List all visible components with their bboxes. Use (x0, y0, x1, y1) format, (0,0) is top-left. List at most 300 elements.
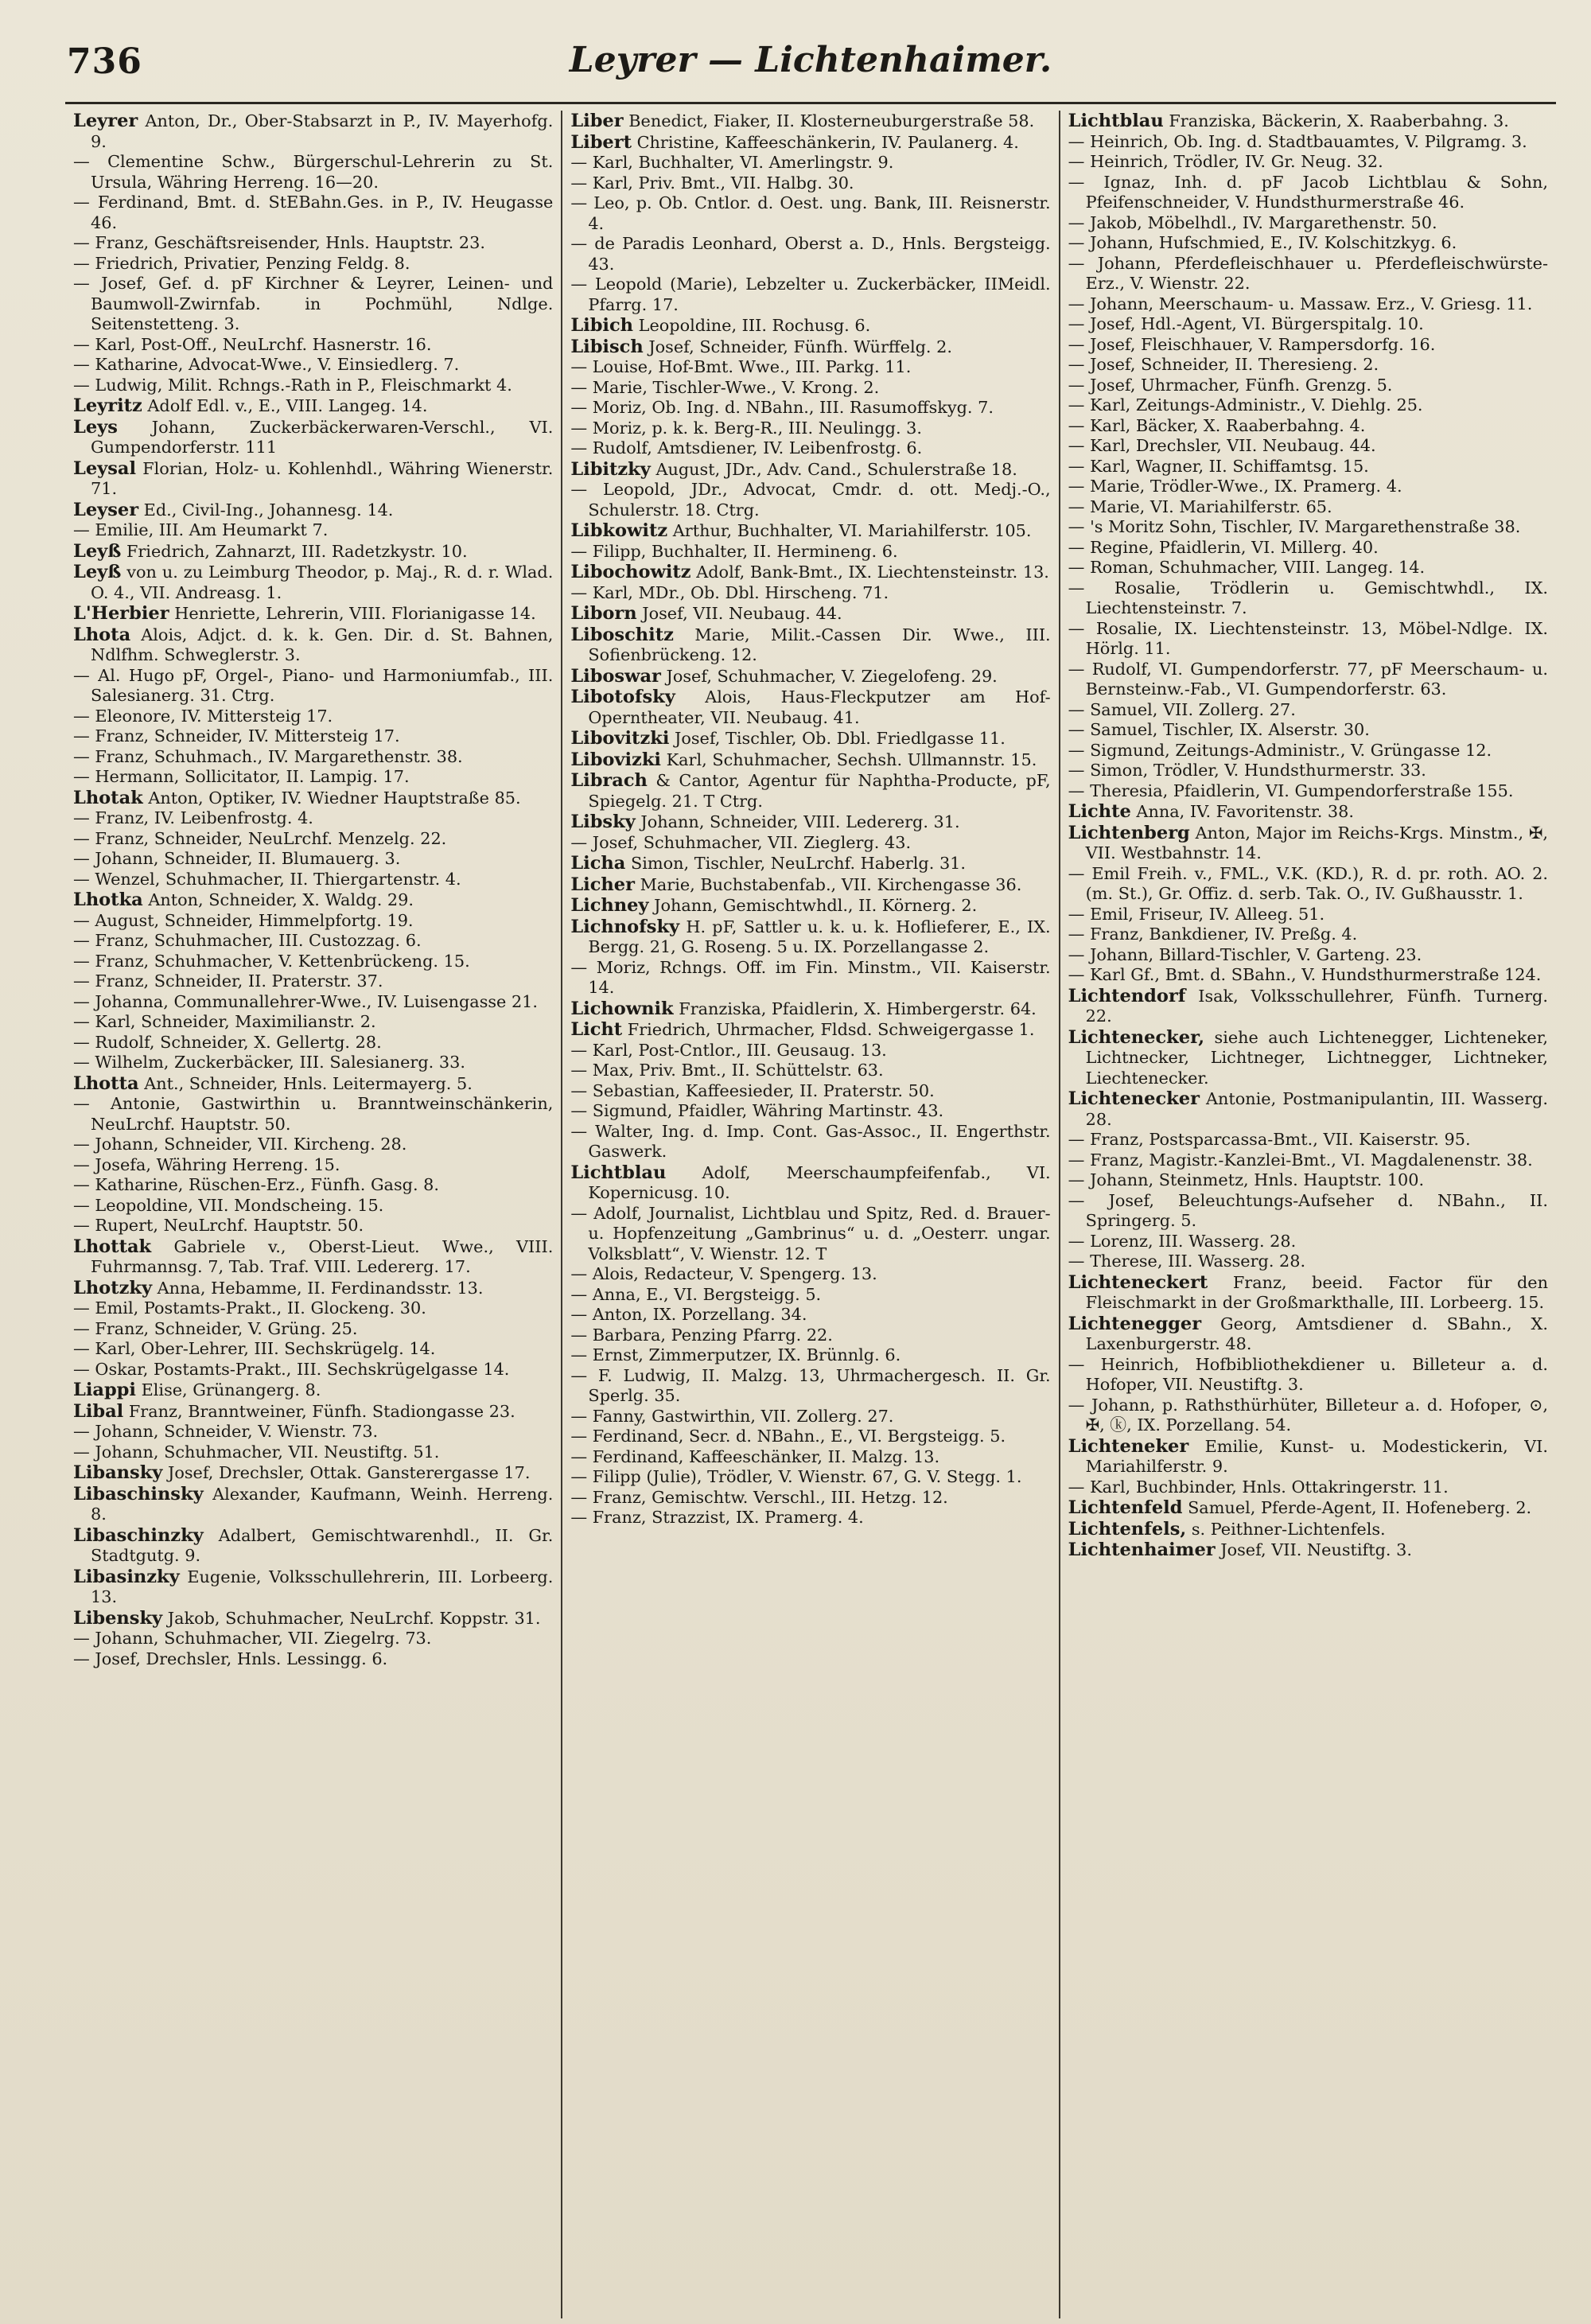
entry-details: Franziska, Pfaidlerin, X. Himbergerstr. 64. (679, 999, 1037, 1018)
entry-details: Eugenie, Volksschullehrerin, III. Lorbeerg. 13. (91, 1567, 554, 1606)
directory-entry (1068, 416, 1548, 437)
entry-details: Johann, Gemischtwhdl., II. Körnerg. 2. (654, 896, 978, 915)
entry-details: Josef, Tischler, Ob. Dbl. Friedlgasse 11. (675, 729, 1006, 748)
entry-details: — Filipp (Julie), Trödler, V. Wienstr. 67, G. V. Stegg. 1. (570, 1467, 1022, 1486)
entry-details: — Josef, Hdl.-Agent, VI. Bürgerspitalg. 10. (1068, 314, 1424, 333)
directory-entry (1068, 111, 1548, 132)
directory-entry (73, 931, 553, 952)
directory-entry (570, 316, 1050, 337)
entry-surname: Liborn (570, 603, 637, 624)
entry-details: — Franz, Schneider, NeuLrchf. Menzelg. 22. (73, 828, 447, 848)
directory-entry (73, 1609, 553, 1629)
entry-surname: Lhotzky (73, 1277, 153, 1298)
directory-entry (73, 1237, 553, 1278)
entry-details: — Therese, III. Wasserg. 28. (1068, 1252, 1306, 1271)
entry-details: — Karl, Priv. Bmt., VII. Halbg. 30. (570, 173, 854, 193)
entry-details: Johann, Zuckerbäckerwaren-Verschl., VI. Gumpendorferstr. 111 (91, 417, 554, 457)
entry-surname: Libisch (570, 336, 644, 357)
directory-entry (570, 234, 1050, 274)
directory-entry (73, 233, 553, 254)
directory-entry (73, 1053, 553, 1073)
directory-entry (570, 896, 1050, 917)
directory-entry (570, 1204, 1050, 1265)
entry-details: — Samuel, VII. Zollerg. 27. (1068, 699, 1296, 719)
entry-details: — Franz, Bankdiener, IV. Preßg. 4. (1068, 925, 1358, 944)
entry-details: — Moriz, Ob. Ing. d. NBahn., III. Rasumoffskyg. 7. (570, 398, 994, 417)
entry-details: — Franz, Gemischtw. Verschl., III. Hetzg. 12. (570, 1487, 948, 1507)
directory-entry (1068, 1520, 1548, 1540)
entry-details: Simon, Tischler, NeuLrchf. Haberlg. 31. (630, 854, 967, 873)
entry-details: — Max, Priv. Bmt., II. Schüttelstr. 63. (570, 1061, 884, 1080)
entry-details: Anton, Schneider, X. Waldg. 29. (148, 890, 414, 909)
entry-details: — Sebastian, Kaffeesieder, II. Praterstr. 50. (570, 1080, 935, 1100)
directory-entry (1068, 1028, 1548, 1089)
directory-entry (73, 1402, 553, 1423)
entry-details: Josef, VII. Neustiftg. 3. (1220, 1540, 1412, 1559)
directory-entry (73, 1279, 553, 1299)
directory-entry (570, 357, 1050, 378)
directory-entry (73, 911, 553, 932)
entry-details: — Leo, p. Ob. Cntlor. d. Oest. ung. Bank, III. Reisnerstr. 4. (570, 193, 1051, 233)
directory-entry (1068, 538, 1548, 559)
entry-surname: Lichteneker (1068, 1435, 1189, 1457)
directory-entry (73, 1485, 553, 1525)
directory-entry (570, 1061, 1050, 1081)
entry-details: Henriette, Lehrerin, VIII. Florianigasse 14. (174, 604, 536, 623)
directory-entry (570, 1488, 1050, 1508)
directory-entry (73, 1442, 553, 1463)
entry-details: — Walter, Ing. d. Imp. Cont. Gas-Assoc., II. Engerthstr. Gaswerk. (570, 1121, 1051, 1161)
entry-surname: Lichtenfels, (1068, 1518, 1187, 1540)
directory-entry (73, 1422, 553, 1442)
entry-surname: Lichtenecker, (1068, 1026, 1205, 1048)
entry-details: — Anton, IX. Porzellang. 34. (570, 1305, 807, 1324)
directory-entry (1068, 660, 1548, 700)
directory-entry (570, 771, 1050, 812)
entry-details: — Heinrich, Trödler, IV. Gr. Neug. 32. (1068, 152, 1383, 171)
directory-entry (570, 812, 1050, 833)
entry-details: — Wilhelm, Zuckerbäcker, III. Salesianerg. 33. (73, 1053, 465, 1072)
entry-surname: Libansky (73, 1462, 163, 1483)
directory-entry (570, 833, 1050, 854)
entry-details: — Leopoldine, VII. Mondscheing. 15. (73, 1195, 384, 1215)
directory-entry (1068, 517, 1548, 538)
directory-entry (73, 1526, 553, 1567)
entry-details: — Karl, Bäcker, X. Raaberbahng. 4. (1068, 415, 1366, 435)
directory-entry (1068, 905, 1548, 925)
entry-details: Marie, Buchstabenfab., VII. Kirchengasse 36. (640, 874, 1022, 894)
directory-entry (1068, 802, 1548, 823)
directory-entry (570, 1264, 1050, 1285)
entry-details: Franziska, Bäckerin, X. Raaberbahng. 3. (1169, 111, 1509, 130)
directory-entry (73, 726, 553, 747)
entry-details: — Roman, Schuhmacher, VIII. Langeg. 14. (1068, 558, 1426, 577)
entry-details: — Emilie, III. Am Heumarkt 7. (73, 520, 329, 539)
directory-entry (73, 335, 553, 356)
entry-details: — 's Moritz Sohn, Tischler, IV. Margarethenstraße 38. (1068, 517, 1521, 536)
directory-entry (1068, 1273, 1548, 1314)
directory-entry (570, 1020, 1050, 1041)
entry-details: Leopoldine, III. Rochusg. 6. (638, 316, 871, 335)
directory-entry (1068, 1355, 1548, 1396)
entry-details: — Josefa, Währing Herreng. 15. (73, 1154, 340, 1174)
entry-details: Anton, Major im Reichs-Krgs. Minstm., ✠, VII. Westbahnstr. 14. (1085, 823, 1548, 862)
entry-surname: Libert (570, 131, 632, 153)
entry-details: — Ferdinand, Secr. d. NBahn., E., VI. Bergsteigg. 5. (570, 1427, 1006, 1446)
directory-entry (570, 173, 1050, 194)
entry-details: Josef, Schuhmacher, V. Ziegelofeng. 29. (666, 666, 998, 686)
directory-entry (1068, 1477, 1548, 1498)
entry-details: Josef, Schneider, Fünfh. Würffelg. 2. (648, 337, 952, 356)
entry-surname: Lichtenhaimer (1068, 1540, 1216, 1560)
entry-surname: Lhottak (73, 1236, 152, 1257)
entry-surname: Lichney (570, 895, 649, 916)
entry-details: — Josef, Beleuchtungs-Aufseher d. NBahn., II. Springerg. 5. (1068, 1190, 1548, 1230)
entry-surname: Lichtenberg (1068, 822, 1190, 843)
entry-details: — Ernst, Zimmerputzer, IX. Brünnlg. 6. (570, 1345, 901, 1364)
entry-details: & Cantor, Agentur für Naphtha-Producte, pF, Spiegelg. 21. T Ctrg. (588, 771, 1051, 811)
entry-details: — Oskar, Postamts-Prakt., III. Sechskrügelgasse 14. (73, 1359, 510, 1379)
entry-details: — Antonie, Gastwirthin u. Branntweinschänkerin, NeuLrchf. Hauptstr. 50. (73, 1094, 554, 1134)
entry-details: Josef, Drechsler, Ottak. Gansterergasse 17. (168, 1463, 531, 1482)
entry-details: Johann, Schneider, VIII. Ledererg. 31. (640, 812, 960, 831)
entry-details: — August, Schneider, Himmelpfortg. 19. (73, 910, 414, 930)
directory-entry (570, 418, 1050, 439)
directory-entry (73, 274, 553, 335)
entry-details: — Karl Gf., Bmt. d. SBahn., V. Hundsthurmerstraße 124. (1068, 965, 1542, 984)
directory-entry (570, 958, 1050, 999)
directory-entry (73, 992, 553, 1013)
columns (65, 111, 1556, 2318)
directory-entry (570, 1467, 1050, 1488)
entry-details: — Karl, Zeitungs-Administr., V. Diehlg. 25. (1068, 395, 1423, 415)
directory-entry (1068, 233, 1548, 254)
directory-entry (73, 152, 553, 193)
entry-details: — F. Ludwig, II. Malzg. 13, Uhrmachergesch. II. Gr. Sperlg. 35. (570, 1365, 1051, 1405)
entry-details: — Josef, Schneider, II. Theresieng. 2. (1068, 355, 1379, 374)
entry-surname: Liappi (73, 1380, 136, 1400)
directory-entry (1068, 294, 1548, 315)
entry-details: — Heinrich, Hofbibliothekdiener u. Billeteur a. d. Hofoper, VII. Neustiftg. 3. (1068, 1354, 1548, 1394)
directory-entry (570, 1305, 1050, 1325)
entry-details: — Samuel, Tischler, IX. Alserstr. 30. (1068, 720, 1370, 739)
directory-entry (570, 111, 1050, 132)
entry-details: — Franz, Schneider, IV. Mittersteig 17. (73, 726, 400, 745)
entry-surname: L'Herbier (73, 603, 169, 624)
directory-entry (73, 500, 553, 521)
entry-details: Benedict, Fiaker, II. Klosterneuburgerstraße 58. (628, 111, 1035, 130)
entry-surname: Lichtblau (1068, 111, 1164, 131)
directory-entry (1068, 1150, 1548, 1171)
entry-details: H. pF, Sattler u. k. u. k. Hoflieferer, E., IX. Bergg. 21, G. Roseng. 5 u. IX. Porzellangasse 2. (588, 917, 1051, 956)
directory-entry (570, 1285, 1050, 1306)
directory-entry (570, 398, 1050, 418)
directory-entry (570, 274, 1050, 315)
entry-details: — Johanna, Communallehrer-Wwe., IV. Luisengasse 21. (73, 991, 539, 1011)
entry-details: Alexander, Kaufmann, Weinh. Herreng. 8. (91, 1484, 554, 1524)
entry-details: — Clementine Schw., Bürgerschul-Lehrerin zu St. Ursula, Währing Herreng. 16—20. (73, 152, 554, 192)
directory-entry (73, 870, 553, 890)
page-title: Leyrer — Lichtenhaimer. (569, 40, 1052, 80)
entry-surname: Libaschinzky (73, 1524, 204, 1546)
directory-entry (1068, 395, 1548, 416)
directory-entry (73, 1155, 553, 1176)
directory-entry (1068, 355, 1548, 376)
directory-entry (73, 396, 553, 417)
entry-surname: Leyß (73, 562, 122, 582)
entry-surname: Libal (73, 1400, 124, 1422)
entry-details: Antonie, Postmanipulantin, III. Wasserg. 28. (1085, 1089, 1548, 1129)
directory-entry (1068, 173, 1548, 213)
entry-details: — Johann, p. Rathsthürhüter, Billeteur a. d. Hofoper, ⊙, ✠, ⓚ, IX. Porzellang. 54. (1068, 1395, 1548, 1434)
entry-details: — Karl, Post-Off., NeuLrchf. Hasnerstr. 16. (73, 334, 432, 354)
entry-details: — Katharine, Advocat-Wwe., V. Einsiedlerg. 7. (73, 355, 460, 374)
directory-entry (570, 667, 1050, 687)
directory-entry (73, 1033, 553, 1053)
directory-entry (570, 1163, 1050, 1204)
entry-details: — Moriz, p. k. k. Berg-R., III. Neulingg. 3. (570, 418, 923, 438)
column-2 (562, 111, 1060, 2318)
entry-details: — Al. Hugo pF, Orgel-, Piano- und Harmoniumfab., III. Salesianerg. 31. Ctrg. (73, 665, 554, 705)
entry-surname: Lichtblau (570, 1162, 667, 1183)
directory-entry (73, 1319, 553, 1340)
directory-entry (1068, 1540, 1548, 1561)
directory-entry (1068, 497, 1548, 518)
directory-entry (73, 808, 553, 829)
entry-surname: Licher (570, 874, 635, 895)
entry-details: — Sigmund, Pfaidler, Währing Martinstr. 43. (570, 1101, 944, 1120)
entry-details: — Franz, Geschäftsreisender, Hnls. Hauptstr. 23. (73, 233, 485, 252)
entry-details: — Johann, Schuhmacher, VII. Ziegelrg. 73. (73, 1629, 432, 1648)
page-number: 736 (67, 41, 142, 82)
entry-surname: Leyritz (73, 395, 142, 416)
entry-details: Elise, Grünangerg. 8. (141, 1380, 321, 1399)
directory-entry (570, 1122, 1050, 1162)
entry-details: Anton, Optiker, IV. Wiedner Hauptstraße 85. (148, 788, 521, 808)
entry-details: — Eleonore, IV. Mittersteig 17. (73, 706, 333, 726)
entry-details: — Franz, IV. Leibenfrostg. 4. (73, 808, 313, 827)
directory-entry (73, 849, 553, 870)
entry-details: Anton, Dr., Ober-Stabsarzt in P., IV. Mayerhofg. 9. (91, 111, 554, 151)
directory-entry (570, 1345, 1050, 1366)
entry-details: — Alois, Redacteur, V. Spengerg. 13. (570, 1264, 877, 1283)
entry-details: Emilie, Kunst- u. Modestickerin, VI. Mariahilferstr. 9. (1085, 1436, 1548, 1476)
directory-entry (1068, 619, 1548, 660)
directory-entry (1068, 1170, 1548, 1191)
directory-entry (73, 1012, 553, 1033)
entry-surname: Leyser (73, 499, 139, 520)
entry-details: — Ferdinand, Kaffeeschänker, II. Malzg. 13. (570, 1446, 940, 1466)
entry-surname: Libochowitz (570, 562, 691, 582)
entry-details: — Josef, Drechsler, Hnls. Lessingg. 6. (73, 1649, 388, 1668)
entry-details: — Louise, Hof-Bmt. Wwe., III. Parkg. 11. (570, 357, 912, 376)
entry-details: Franz, Branntweiner, Fünfh. Stadiongasse 23. (128, 1401, 515, 1421)
entry-details: — Johann, Hufschmied, E., IV. Kolschitzkyg. 6. (1068, 233, 1457, 252)
directory-entry (73, 971, 553, 992)
directory-entry (570, 999, 1050, 1020)
directory-entry (1068, 558, 1548, 578)
directory-entry (73, 1135, 553, 1155)
entry-surname: Libsky (570, 812, 636, 832)
entry-details: Jakob, Schuhmacher, NeuLrchf. Koppstr. 31. (167, 1608, 541, 1628)
directory-entry (570, 480, 1050, 520)
directory-entry (1068, 741, 1548, 761)
directory-entry (570, 604, 1050, 625)
entry-surname: Lichte (1068, 801, 1131, 822)
directory-entry (1068, 314, 1548, 335)
directory-entry (570, 1427, 1050, 1447)
directory-entry (1068, 477, 1548, 497)
directory-entry (1068, 823, 1548, 864)
entry-details: Friedrich, Zahnarzt, III. Radetzkystr. 10. (126, 541, 468, 561)
entry-details: — Johann, Schneider, V. Wienstr. 73. (73, 1422, 379, 1441)
directory-entry (570, 1407, 1050, 1427)
directory-entry (570, 378, 1050, 399)
directory-entry (73, 829, 553, 850)
directory-entry (73, 1649, 553, 1670)
directory-entry (1068, 1437, 1548, 1477)
entry-details: — Karl, Post-Cntlor., III. Geusaug. 13. (570, 1040, 887, 1060)
entry-surname: Liboschitz (570, 624, 674, 645)
directory-entry (570, 1366, 1050, 1407)
entry-surname: Leysal (73, 457, 137, 479)
entry-details: — Emil, Postamts-Prakt., II. Glockeng. 30. (73, 1298, 426, 1318)
directory-entry (73, 767, 553, 788)
directory-entry (570, 875, 1050, 896)
directory-entry (1068, 864, 1548, 905)
entry-details: — Wenzel, Schuhmacher, II. Thiergartenstr. 4. (73, 869, 461, 889)
directory-entry (73, 666, 553, 707)
entry-details: — Johann, Steinmetz, Hnls. Hauptstr. 100. (1068, 1170, 1425, 1189)
entry-details: Adalbert, Gemischtwarenhdl., II. Gr. Stadtgutg. 9. (91, 1525, 554, 1565)
entry-details: — Rosalie, Trödlerin u. Gemischtwhdl., IX. Liechtensteinstr. 7. (1068, 578, 1548, 617)
page-header (65, 38, 1556, 104)
entry-details: — Marie, VI. Mariahilferstr. 65. (1068, 496, 1332, 516)
entry-surname: Leys (73, 416, 118, 438)
entry-details: Christine, Kaffeeschänkerin, IV. Paulanerg. 4. (636, 132, 1019, 152)
entry-details: — Jakob, Möbelhdl., IV. Margarethenstr. 50. (1068, 212, 1437, 232)
directory-entry (1068, 1232, 1548, 1252)
directory-entry (73, 1339, 553, 1360)
entry-details: — Karl, MDr., Ob. Dbl. Hirscheng. 71. (570, 582, 889, 602)
entry-details: Adolf, Meerschaumpfeifenfab., VI. Kopernicusg. 10. (588, 1162, 1051, 1202)
directory-entry (73, 1629, 553, 1649)
entry-details: von u. zu Leimburg Theodor, p. Maj., R. d. r. Wlad. O. 4., VII. Andreasg. 1. (91, 563, 554, 602)
entry-details: — Moriz, Rchngs. Off. im Fin. Minstm., VII. Kaiserstr. 14. (570, 957, 1051, 997)
directory-entry (1068, 1314, 1548, 1355)
directory-entry (73, 1216, 553, 1236)
directory-entry (1068, 457, 1548, 477)
directory-entry (73, 1094, 553, 1135)
directory-entry (73, 459, 553, 500)
entry-surname: Lhotta (73, 1072, 139, 1094)
entry-details: August, JDr., Adv. Cand., Schulerstraße 18. (655, 459, 1017, 479)
entry-details: Ant., Schneider, Hnls. Leitermayerg. 5. (144, 1073, 473, 1093)
entry-details: — de Paradis Leonhard, Oberst a. D., Hnls. Bergsteigg. 43. (570, 234, 1051, 274)
entry-details: Arthur, Buchhalter, VI. Mariahilferstr. 105. (672, 521, 1032, 540)
entry-details: — Leopold, JDr., Advocat, Cmdr. d. ott. Medj.-O., Schulerstr. 18. Ctrg. (570, 480, 1051, 520)
directory-entry (570, 438, 1050, 459)
entry-details: — Regine, Pfaidlerin, VI. Millerg. 40. (1068, 537, 1379, 557)
entry-details: — Sigmund, Zeitungs-Administr., V. Grüngasse 12. (1068, 740, 1492, 760)
entry-details: — Friedrich, Privatier, Penzing Feldg. 8. (73, 253, 410, 273)
directory-entry (73, 788, 553, 809)
entry-details: — Josef, Schuhmacher, VII. Zieglerg. 43. (570, 832, 912, 852)
entry-details: Anna, IV. Favoritenstr. 38. (1136, 802, 1354, 821)
entry-details: — Theresia, Pfaidlerin, VI. Gumpendorferstraße 155. (1068, 781, 1514, 800)
entry-details: Adolf Edl. v., E., VIII. Langeg. 14. (147, 396, 428, 415)
directory-entry (73, 1380, 553, 1401)
entry-details: — Franz, Schuhmacher, V. Kettenbrückeng. 15. (73, 951, 470, 971)
directory-entry (570, 1101, 1050, 1122)
entry-details: — Karl, Wagner, II. Schiffamtsg. 15. (1068, 456, 1369, 476)
column-3 (1060, 111, 1556, 2318)
entry-surname: Libotofsky (570, 687, 675, 707)
directory-entry (1068, 1130, 1548, 1150)
entry-details: — Johann, Meerschaum- u. Massaw. Erz., V. Griesg. 11. (1068, 294, 1533, 313)
directory-entry (570, 460, 1050, 481)
directory-entry (1068, 925, 1548, 945)
entry-surname: Lichtenecker (1068, 1088, 1200, 1109)
entry-details: Gabriele v., Oberst-Lieut. Wwe., VIII. Fuhrmannsg. 7, Tab. Traf. VIII. Ledererg. 17. (91, 1236, 554, 1276)
entry-details: — Franz, Schneider, V. Grüng. 25. (73, 1318, 358, 1338)
entry-details: — Simon, Trödler, V. Hundsthurmerstr. 33. (1068, 761, 1426, 780)
directory-entry (73, 747, 553, 768)
entry-surname: Librach (570, 770, 648, 791)
directory-entry (73, 1567, 553, 1608)
directory-entry (570, 1508, 1050, 1528)
directory-entry (73, 1463, 553, 1484)
directory-entry (1068, 1498, 1548, 1519)
directory-entry (73, 563, 553, 603)
entry-surname: Lichnofsky (570, 916, 680, 937)
directory-entry (1068, 578, 1548, 619)
entry-surname: Libovitzki (570, 728, 670, 749)
entry-details: — Emil, Friseur, IV. Alleeg. 51. (1068, 904, 1325, 924)
entry-details: — Ludwig, Milit. Rchngs.-Rath in P., Fleischmarkt 4. (73, 375, 512, 395)
entry-surname: Lichteneckert (1068, 1271, 1208, 1293)
entry-surname: Lichtenfeld (1068, 1497, 1183, 1518)
entry-details: — Karl, Ober-Lehrer, III. Sechskrügelg. 14. (73, 1339, 436, 1358)
directory-entry (570, 583, 1050, 604)
entry-details: s. Peithner-Lichtenfels. (1191, 1519, 1386, 1539)
entry-surname: Licht (570, 1019, 623, 1040)
entry-details: — Marie, Tischler-Wwe., V. Krong. 2. (570, 377, 880, 397)
directory-entry (570, 854, 1050, 874)
entry-details: — Franz, Schuhmacher, III. Custozzag. 6. (73, 931, 422, 950)
directory-entry (1068, 213, 1548, 234)
directory-entry (570, 729, 1050, 749)
entry-surname: Libaschinsky (73, 1483, 204, 1505)
entry-details: Karl, Schuhmacher, Sechsh. Ullmannstr. 15. (666, 749, 1037, 769)
directory-entry (570, 1325, 1050, 1346)
directory-entry (73, 355, 553, 376)
directory-entry (73, 376, 553, 396)
entry-details: — Karl, Drechsler, VII. Neubaug. 44. (1068, 436, 1376, 455)
entry-details: — Johann, Schuhmacher, VII. Neustiftg. 51. (73, 1442, 440, 1462)
entry-surname: Lichtendorf (1068, 985, 1186, 1006)
directory-entry (1068, 1252, 1548, 1272)
directory-entry (570, 687, 1050, 728)
entry-surname: Libovizki (570, 749, 661, 770)
entry-details: — Adolf, Journalist, Lichtblau und Spitz, Red. d. Brauer- u. Hopfenzeitung „Gambrinus“ u. d. „Oesterr. ungar. Volksblatt“, V. Wienstr. 12. T (570, 1203, 1051, 1263)
entry-details: — Filipp, Buchhalter, II. Hermineng. 6. (570, 541, 898, 561)
directory-entry (73, 254, 553, 274)
directory-entry (570, 1081, 1050, 1102)
directory-entry (73, 1196, 553, 1216)
directory-entry (73, 520, 553, 541)
entry-surname: Libitzky (570, 458, 651, 480)
